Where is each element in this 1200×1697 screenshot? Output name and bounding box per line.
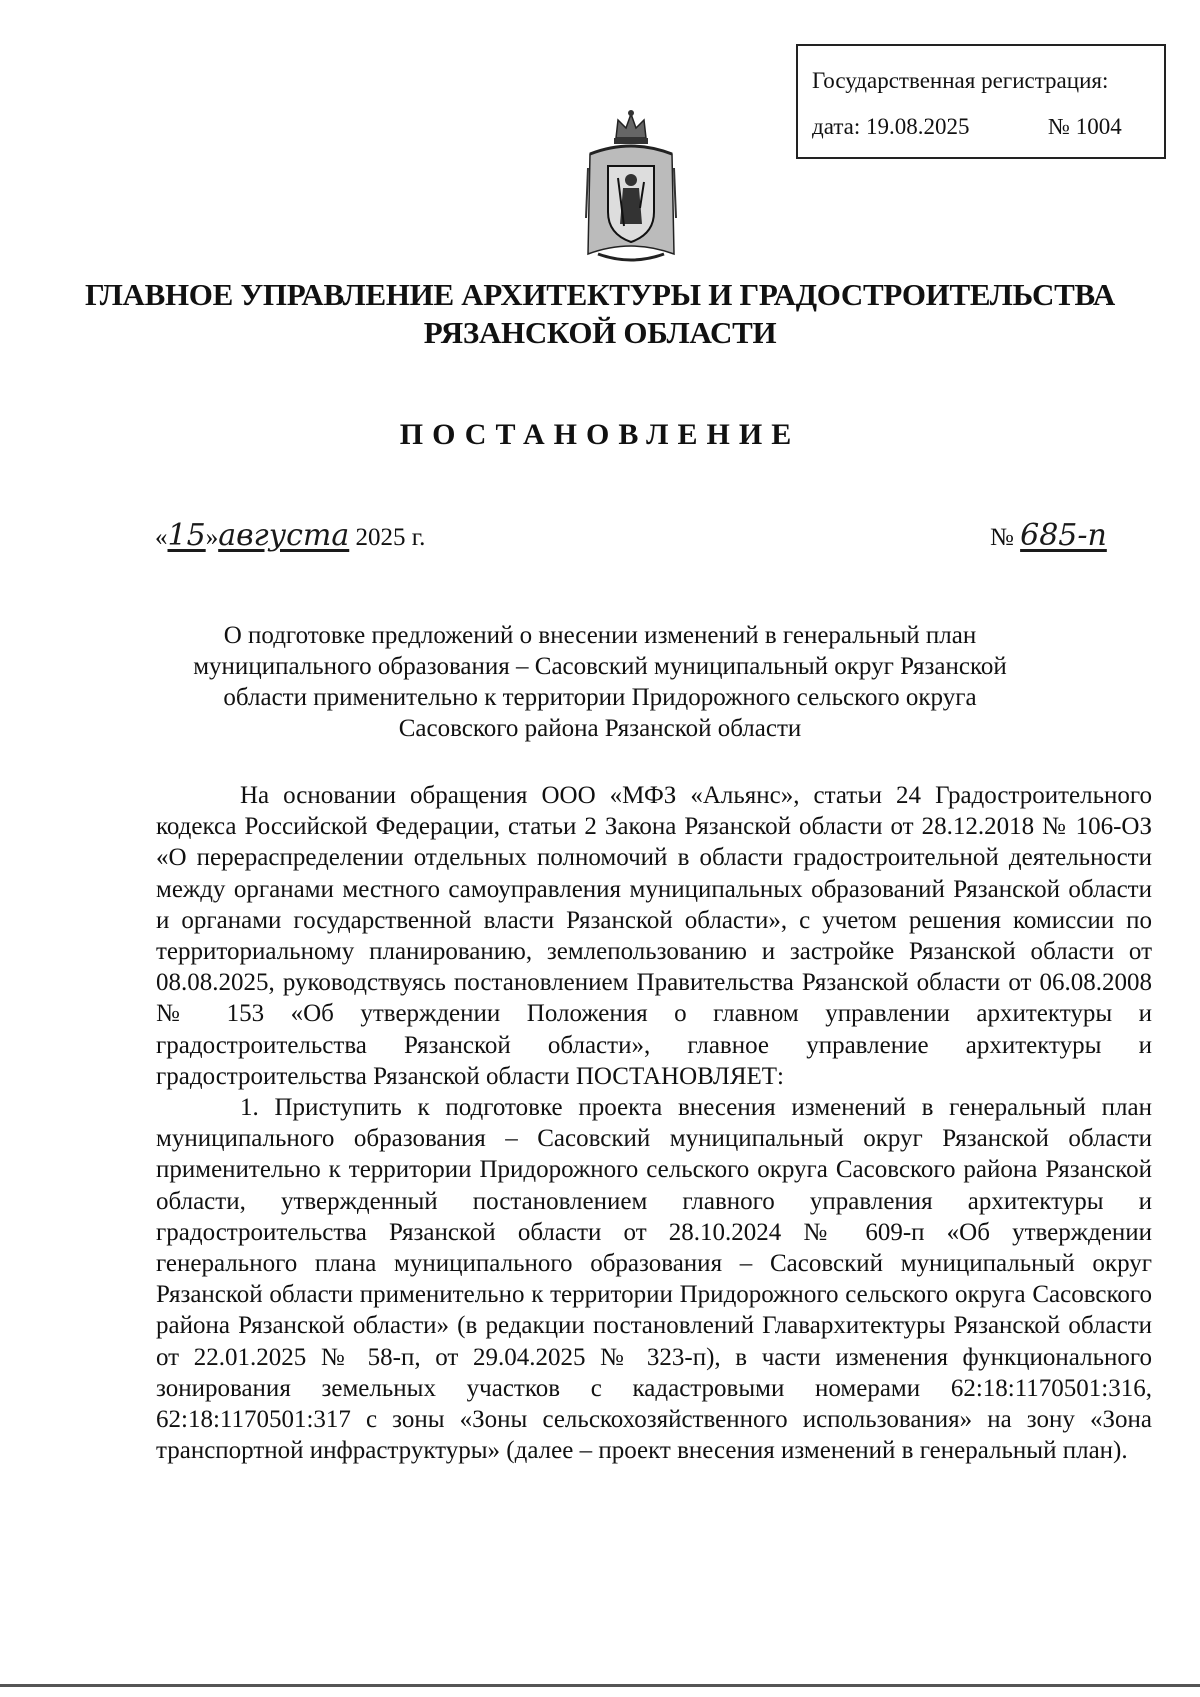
registration-date: дата: 19.08.2025	[812, 114, 970, 139]
ryazan-coat-of-arms-icon	[584, 108, 678, 266]
document-date	[155, 518, 425, 553]
body-paragraph-preamble: На основании обращения ООО «МФЗ «Альянс», статьи 24 Градостроительного кодекса Российской Федерации, статьи 2 Закона Рязанской области от 28.12.2018 № 106-ОЗ «О перераспределении отдельных полномочий в области градостроительной деятельности между органами местного самоуправления муниципальных образований Рязанской области и органами государственной власти Рязанской области», с учетом решения комиссии по территориальному планированию, землепользованию и застройке Рязанской области от 08.08.2025, руководствуясь постановлением Правительства Рязанской области от 06.08.2008 № 153 «Об утверждении Положения о главном управлении архитектуры и градостроительства Рязанской области», главное управление архитектуры и градостроительства Рязанской области ПОСТАНОВЛЯЕТ:	[156, 782, 1152, 1090]
document-body	[156, 780, 1152, 1466]
registration-title: Государственная регистрация:	[812, 68, 1109, 93]
page-bottom-edge	[0, 1684, 1200, 1687]
registration-number: № 1004	[1048, 114, 1122, 139]
body-paragraph-item-1: 1. Приступить к подготовке проекта внесения изменений в генеральный план муниципального образования – Сасовский муниципальный округ Рязанской области применительно к территории Придорожного сельского округа Сасовского района Рязанской области, утвержденный постановлением главного управления архитектуры и градостроительства Рязанской области от 28.10.2024 № 609-п «Об утверждении генерального плана муниципального образования – Сасовский муниципальный округ Рязанской области применительно к территории Придорожного сельского округа Сасовского района Рязанской области» (в редакции постановлений Главархитектуры Рязанской области от 22.01.2025 № 58-п, от 29.04.2025 № 323-п), в части изменения функционального зонирования земельных участков с кадастровыми номерами 62:18:1170501:316, 62:18:1170501:317 с зоны «Зоны сельскохозяйственного использования» на зону «Зона транспортной инфраструктуры» (далее – проект внесения изменений в генеральный план).	[156, 1094, 1152, 1465]
document-number-prefix: №	[990, 524, 1014, 551]
document-number-value: 685-п	[1020, 518, 1107, 553]
date-day: 15	[167, 518, 206, 553]
organization-name-line-1: ГЛАВНОЕ УПРАВЛЕНИЕ АРХИТЕКТУРЫ И ГРАДОСТРОИТЕЛЬСТВА	[84, 277, 1115, 312]
date-month: августа	[218, 518, 350, 553]
document-subject: О подготовке предложений о внесении изменений в генеральный план муниципального образования – Сасовский муниципальный округ Рязанской области применительно к территории Придорожного сельского округа Сасовского района Рязанской области	[193, 622, 1007, 742]
date-quote-close: »	[205, 524, 219, 551]
date-quote-open: «	[155, 524, 168, 551]
document-type-title: ПОСТАНОВЛЕНИЕ	[399, 418, 801, 451]
organization-name-line-2: РЯЗАНСКОЙ ОБЛАСТИ	[423, 315, 777, 350]
document-number	[990, 518, 1107, 553]
date-year: 2025 г.	[355, 524, 426, 551]
registration-stamp-box	[796, 44, 1166, 159]
